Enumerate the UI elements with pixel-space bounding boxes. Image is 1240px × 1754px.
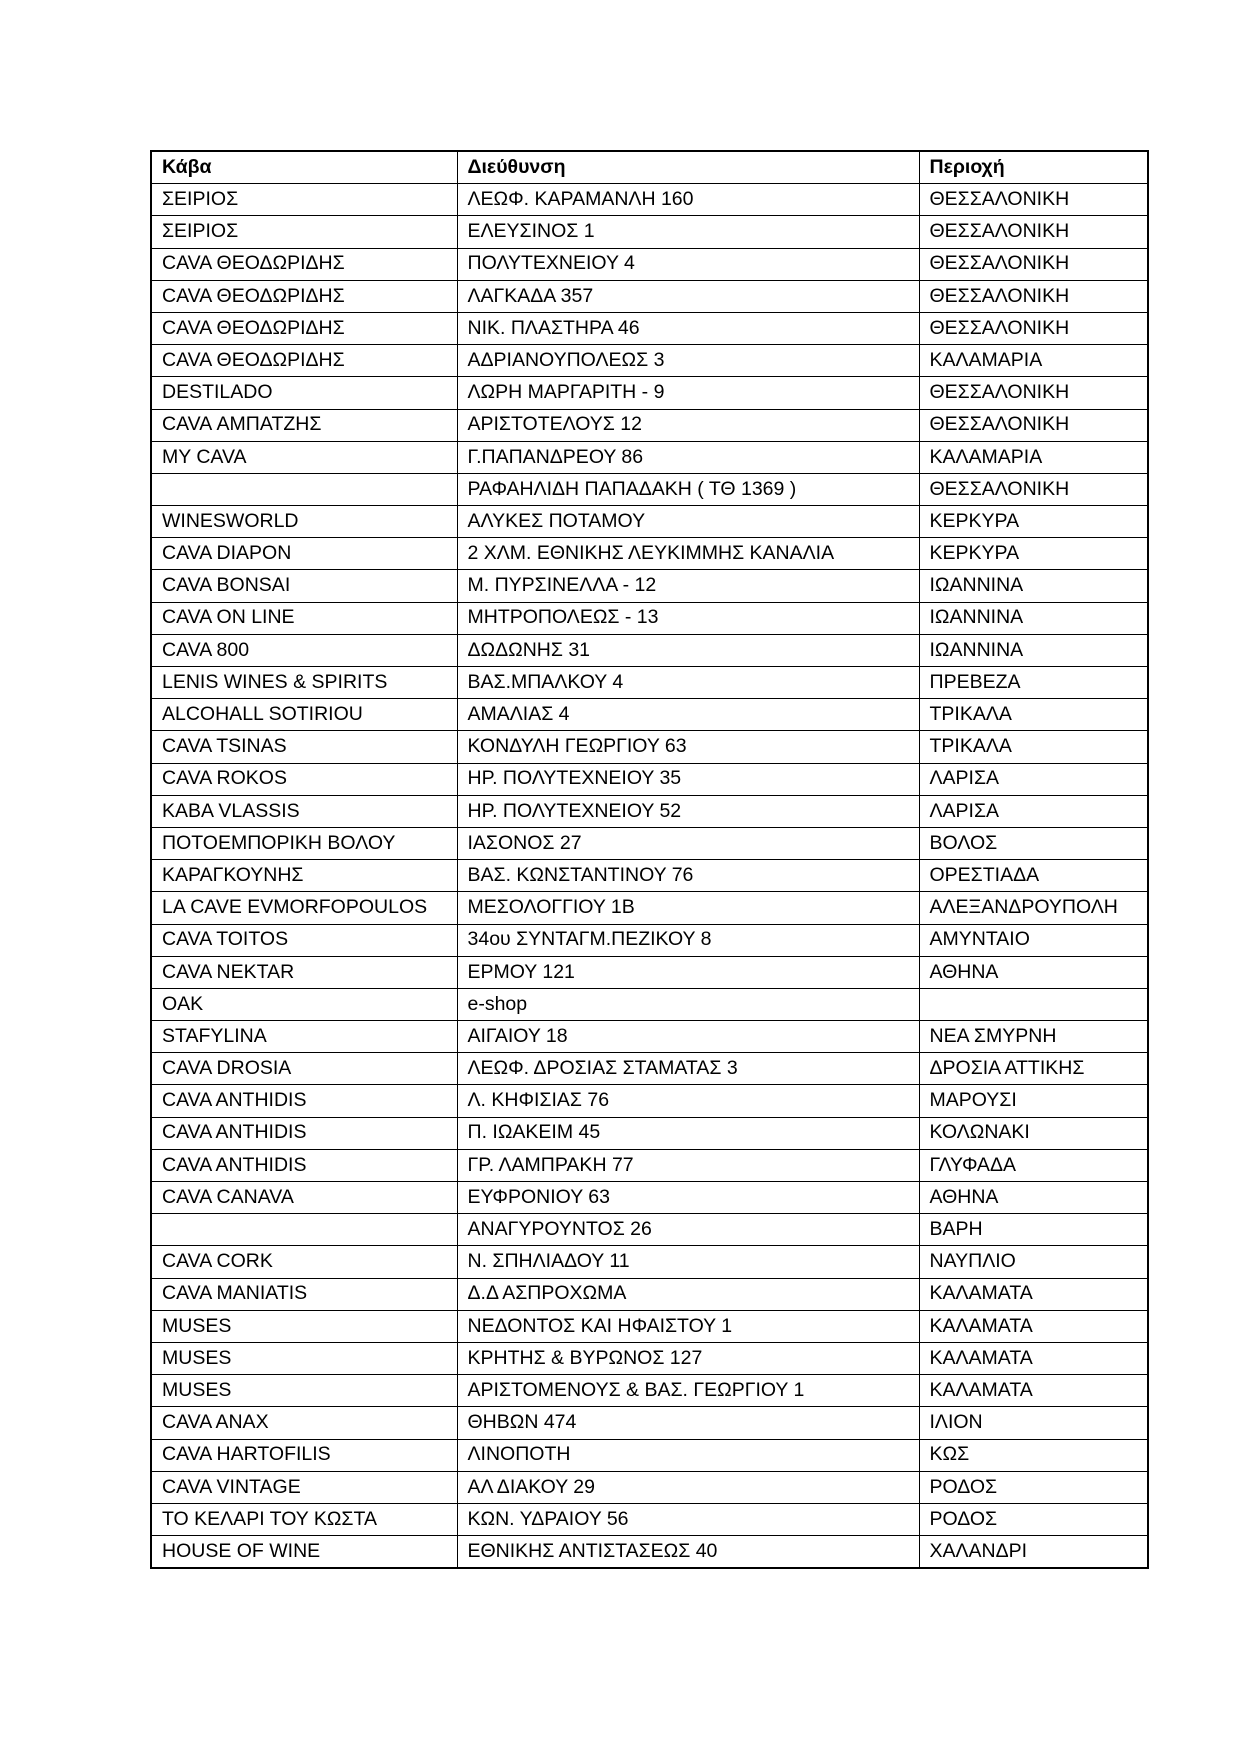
table-row [151, 1149, 1148, 1181]
table-row [151, 1407, 1148, 1439]
cell-shop: ΣΕΙΡΙΟΣ [151, 184, 457, 216]
cell-area: ΘΕΣΣΑΛΟΝΙΚΗ [919, 216, 1148, 248]
table-row [151, 1117, 1148, 1149]
cell-area: ΚΕΡΚΥΡΑ [919, 538, 1148, 570]
cell-address: Λ. ΚΗΦΙΣΙΑΣ 76 [457, 1085, 919, 1117]
cell-area: ΒΑΡΗ [919, 1214, 1148, 1246]
column-header-shop: Κάβα [151, 151, 457, 184]
cell-address: ΗΡ. ΠΟΛΥΤΕΧΝΕΙΟΥ 52 [457, 795, 919, 827]
cell-address: ΡΑΦΑΗΛΙΔΗ ΠΑΠΑΔΑΚΗ ( ΤΘ 1369 ) [457, 473, 919, 505]
cell-area: ΛΑΡΙΣΑ [919, 763, 1148, 795]
cell-shop [151, 473, 457, 505]
cell-area: ΚΕΡΚΥΡΑ [919, 506, 1148, 538]
cell-area: ΡΟΔΟΣ [919, 1503, 1148, 1535]
cell-address: ΕΘΝΙΚΗΣ ΑΝΤΙΣΤΑΣΕΩΣ 40 [457, 1536, 919, 1569]
cell-area: ΠΡΕΒΕΖΑ [919, 667, 1148, 699]
cell-area: ΜΑΡΟΥΣΙ [919, 1085, 1148, 1117]
cell-area: ΚΑΛΑΜΑΡΙΑ [919, 345, 1148, 377]
table-row [151, 956, 1148, 988]
cell-shop: ΤΟ ΚΕΛΑΡΙ ΤΟΥ ΚΩΣΤΑ [151, 1503, 457, 1535]
table-row [151, 248, 1148, 280]
cell-address: ΠΟΛΥΤΕΧΝΕΙΟΥ 4 [457, 248, 919, 280]
cell-shop: CAVA HARTOFILIS [151, 1439, 457, 1471]
cell-area: ΔΡΟΣΙΑ ΑΤΤΙΚΗΣ [919, 1053, 1148, 1085]
cell-address: ΚΩΝ. ΥΔΡΑΙΟΥ 56 [457, 1503, 919, 1535]
cell-shop: CAVA ANAX [151, 1407, 457, 1439]
wine-shop-table [150, 150, 1149, 1569]
cell-address: ΛΩΡΗ ΜΑΡΓΑΡΙΤΗ - 9 [457, 377, 919, 409]
cell-area: ΘΕΣΣΑΛΟΝΙΚΗ [919, 473, 1148, 505]
table-row [151, 441, 1148, 473]
table-row [151, 1471, 1148, 1503]
cell-area: ΘΕΣΣΑΛΟΝΙΚΗ [919, 280, 1148, 312]
cell-area [919, 988, 1148, 1020]
cell-address: ΝΙΚ. ΠΛΑΣΤΗΡΑ 46 [457, 312, 919, 344]
table-row [151, 570, 1148, 602]
cell-area: ΒΟΛΟΣ [919, 827, 1148, 859]
cell-shop: CAVA CORK [151, 1246, 457, 1278]
cell-shop: CAVA 800 [151, 634, 457, 666]
cell-address: ΛΑΓΚΑΔΑ 357 [457, 280, 919, 312]
cell-shop: CAVA ROKOS [151, 763, 457, 795]
table-row [151, 699, 1148, 731]
cell-area: ΚΑΛΑΜΑΤΑ [919, 1310, 1148, 1342]
cell-area: ΑΛΕΞΑΝΔΡΟΥΠΟΛΗ [919, 892, 1148, 924]
cell-area: ΘΕΣΣΑΛΟΝΙΚΗ [919, 409, 1148, 441]
cell-shop: ALCOHALL SOTIRIOU [151, 699, 457, 731]
table-row [151, 667, 1148, 699]
cell-area: ΚΑΛΑΜΑΤΑ [919, 1342, 1148, 1374]
cell-shop: CAVA ANTHIDIS [151, 1085, 457, 1117]
table-row [151, 763, 1148, 795]
cell-shop: CAVA NEKTAR [151, 956, 457, 988]
cell-shop: CAVA ΘΕΟΔΩΡΙΔΗΣ [151, 312, 457, 344]
cell-address: ΚΟΝΔΥΛΗ ΓΕΩΡΓΙΟΥ 63 [457, 731, 919, 763]
cell-address: ΒΑΣ.ΜΠΑΛΚΟΥ 4 [457, 667, 919, 699]
table-row [151, 280, 1148, 312]
cell-address: ΕΡΜΟΥ 121 [457, 956, 919, 988]
table-row [151, 827, 1148, 859]
cell-address: ΑΝΑΓΥΡΟΥΝΤΟΣ 26 [457, 1214, 919, 1246]
table-row [151, 1278, 1148, 1310]
cell-address: ΗΡ. ΠΟΛΥΤΕΧΝΕΙΟΥ 35 [457, 763, 919, 795]
cell-shop: STAFYLINA [151, 1021, 457, 1053]
cell-address: ΑΛΥΚΕΣ ΠΟΤΑΜΟΥ [457, 506, 919, 538]
table-row [151, 538, 1148, 570]
cell-shop: CAVA ΘΕΟΔΩΡΙΔΗΣ [151, 345, 457, 377]
cell-shop: CAVA VINTAGE [151, 1471, 457, 1503]
cell-area: ΝΕΑ ΣΜΥΡΝΗ [919, 1021, 1148, 1053]
cell-shop: CAVA TSINAS [151, 731, 457, 763]
cell-area: ΙΩΑΝΝΙΝΑ [919, 570, 1148, 602]
cell-address: Δ.Δ ΑΣΠΡΟΧΩΜΑ [457, 1278, 919, 1310]
cell-shop: CAVA DROSIA [151, 1053, 457, 1085]
cell-area: ΘΕΣΣΑΛΟΝΙΚΗ [919, 377, 1148, 409]
cell-area: ΙΛΙΟΝ [919, 1407, 1148, 1439]
cell-address: e-shop [457, 988, 919, 1020]
table-row [151, 312, 1148, 344]
cell-address: ΛΙΝΟΠΟΤΗ [457, 1439, 919, 1471]
cell-shop: CAVA CANAVA [151, 1182, 457, 1214]
table-row [151, 1214, 1148, 1246]
table-row [151, 1536, 1148, 1569]
table-row [151, 184, 1148, 216]
cell-area: ΓΛΥΦΑΔΑ [919, 1149, 1148, 1181]
table-row [151, 377, 1148, 409]
table-row [151, 795, 1148, 827]
cell-shop: MUSES [151, 1310, 457, 1342]
table-row [151, 602, 1148, 634]
table-row [151, 1375, 1148, 1407]
cell-address: 2 ΧΛΜ. ΕΘΝΙΚΗΣ ΛΕΥΚΙΜΜΗΣ ΚΑΝΑΛΙΑ [457, 538, 919, 570]
cell-address: ΘΗΒΩΝ 474 [457, 1407, 919, 1439]
cell-shop: CAVA ON LINE [151, 602, 457, 634]
table-row [151, 634, 1148, 666]
cell-area: ΛΑΡΙΣΑ [919, 795, 1148, 827]
table-row [151, 1021, 1148, 1053]
cell-area: ΙΩΑΝΝΙΝΑ [919, 602, 1148, 634]
cell-area: ΚΑΛΑΜΑΤΑ [919, 1375, 1148, 1407]
table-row [151, 216, 1148, 248]
cell-area: ΘΕΣΣΑΛΟΝΙΚΗ [919, 184, 1148, 216]
cell-area: ΚΑΛΑΜΑΤΑ [919, 1278, 1148, 1310]
cell-area: ΟΡΕΣΤΙΑΔΑ [919, 860, 1148, 892]
table-row [151, 731, 1148, 763]
cell-address: ΛΕΩΦ. ΚΑΡΑΜΑΝΛΗ 160 [457, 184, 919, 216]
cell-shop: CAVA DIAPON [151, 538, 457, 570]
cell-address: ΝΕΔΟΝΤΟΣ ΚΑΙ ΗΦΑΙΣΤΟΥ 1 [457, 1310, 919, 1342]
table-row [151, 1182, 1148, 1214]
cell-shop: CAVA ANTHIDIS [151, 1149, 457, 1181]
table-row [151, 1503, 1148, 1535]
cell-shop: CAVA ΘΕΟΔΩΡΙΔΗΣ [151, 280, 457, 312]
cell-shop: ΠΟΤΟΕΜΠΟΡΙΚΗ ΒΟΛΟΥ [151, 827, 457, 859]
cell-address: ΜΗΤΡΟΠΟΛΕΩΣ - 13 [457, 602, 919, 634]
cell-address: ΜΕΣΟΛΟΓΓΙΟΥ 1Β [457, 892, 919, 924]
table-row [151, 1310, 1148, 1342]
table-row [151, 506, 1148, 538]
cell-area: ΘΕΣΣΑΛΟΝΙΚΗ [919, 312, 1148, 344]
cell-shop: MY CAVA [151, 441, 457, 473]
cell-shop: CAVA MANIATIS [151, 1278, 457, 1310]
cell-area: ΧΑΛΑΝΔΡΙ [919, 1536, 1148, 1569]
table-row [151, 473, 1148, 505]
cell-area: ΡΟΔΟΣ [919, 1471, 1148, 1503]
table-row [151, 892, 1148, 924]
cell-shop: LENIS WINES & SPIRITS [151, 667, 457, 699]
cell-area: ΑΘΗΝΑ [919, 956, 1148, 988]
cell-shop: CAVA BONSAI [151, 570, 457, 602]
cell-shop [151, 1214, 457, 1246]
table-row [151, 924, 1148, 956]
cell-address: 34ου ΣΥΝΤΑΓΜ.ΠΕΖΙΚΟΥ 8 [457, 924, 919, 956]
cell-shop: LA CAVE EVMORFOPOULOS [151, 892, 457, 924]
cell-address: ΕΥΦΡΟΝΙΟΥ 63 [457, 1182, 919, 1214]
table-row [151, 1053, 1148, 1085]
table-row [151, 988, 1148, 1020]
cell-address: ΑΡΙΣΤΟΤΕΛΟΥΣ 12 [457, 409, 919, 441]
cell-area: ΑΜΥΝΤΑΙΟ [919, 924, 1148, 956]
cell-address: Γ.ΠΑΠΑΝΔΡΕΟΥ 86 [457, 441, 919, 473]
cell-address: Π. ΙΩΑΚΕΙΜ 45 [457, 1117, 919, 1149]
table-row [151, 409, 1148, 441]
cell-address: ΛΕΩΦ. ΔΡΟΣΙΑΣ ΣΤΑΜΑΤΑΣ 3 [457, 1053, 919, 1085]
cell-shop: MUSES [151, 1342, 457, 1374]
cell-shop: ΣΕΙΡΙΟΣ [151, 216, 457, 248]
cell-shop: ΚΑΡΑΓΚΟΥΝΗΣ [151, 860, 457, 892]
cell-area: ΤΡΙΚΑΛΑ [919, 731, 1148, 763]
cell-shop: CAVA TOITOS [151, 924, 457, 956]
table-row [151, 1085, 1148, 1117]
table-header-row [151, 151, 1148, 184]
cell-shop: DESTILADO [151, 377, 457, 409]
cell-shop: CAVA ANTHIDIS [151, 1117, 457, 1149]
cell-area: ΑΘΗΝΑ [919, 1182, 1148, 1214]
cell-address: Μ. ΠΥΡΣΙΝΕΛΛΑ - 12 [457, 570, 919, 602]
cell-address: ΑΙΓΑΙΟΥ 18 [457, 1021, 919, 1053]
cell-address: ΔΩΔΩΝΗΣ 31 [457, 634, 919, 666]
table-row [151, 1439, 1148, 1471]
cell-shop: KABA VLASSIS [151, 795, 457, 827]
cell-area: ΙΩΑΝΝΙΝΑ [919, 634, 1148, 666]
cell-shop: CAVA ΘΕΟΔΩΡΙΔΗΣ [151, 248, 457, 280]
cell-shop: HOUSE OF WINE [151, 1536, 457, 1569]
cell-address: ΒΑΣ. ΚΩΝΣΤΑΝΤΙΝΟΥ 76 [457, 860, 919, 892]
cell-address: Ν. ΣΠΗΛΙΑΔΟΥ 11 [457, 1246, 919, 1278]
cell-area: ΤΡΙΚΑΛΑ [919, 699, 1148, 731]
cell-address: ΑΛ ΔΙΑΚΟΥ 29 [457, 1471, 919, 1503]
table-row [151, 1246, 1148, 1278]
cell-shop: MUSES [151, 1375, 457, 1407]
cell-area: ΝΑΥΠΛΙΟ [919, 1246, 1148, 1278]
cell-address: ΓΡ. ΛΑΜΠΡΑΚΗ 77 [457, 1149, 919, 1181]
cell-address: ΑΔΡΙΑΝΟΥΠΟΛΕΩΣ 3 [457, 345, 919, 377]
cell-area: ΚΟΛΩΝΑΚΙ [919, 1117, 1148, 1149]
column-header-area: Περιοχή [919, 151, 1148, 184]
cell-shop: WINESWORLD [151, 506, 457, 538]
cell-area: ΘΕΣΣΑΛΟΝΙΚΗ [919, 248, 1148, 280]
table-row [151, 345, 1148, 377]
cell-area: ΚΑΛΑΜΑΡΙΑ [919, 441, 1148, 473]
cell-shop: CAVA ΑΜΠΑΤΖΗΣ [151, 409, 457, 441]
table-body [151, 184, 1148, 1569]
cell-area: ΚΩΣ [919, 1439, 1148, 1471]
cell-address: ΚΡΗΤΗΣ & ΒΥΡΩΝΟΣ 127 [457, 1342, 919, 1374]
cell-address: ΙΑΣΟΝΟΣ 27 [457, 827, 919, 859]
cell-address: ΑΡΙΣΤΟΜΕΝΟΥΣ & ΒΑΣ. ΓΕΩΡΓΙΟΥ 1 [457, 1375, 919, 1407]
table-row [151, 860, 1148, 892]
table-row [151, 1342, 1148, 1374]
cell-shop: OAK [151, 988, 457, 1020]
cell-address: ΕΛΕΥΣΙΝΟΣ 1 [457, 216, 919, 248]
column-header-address: Διεύθυνση [457, 151, 919, 184]
cell-address: ΑΜΑΛΙΑΣ 4 [457, 699, 919, 731]
